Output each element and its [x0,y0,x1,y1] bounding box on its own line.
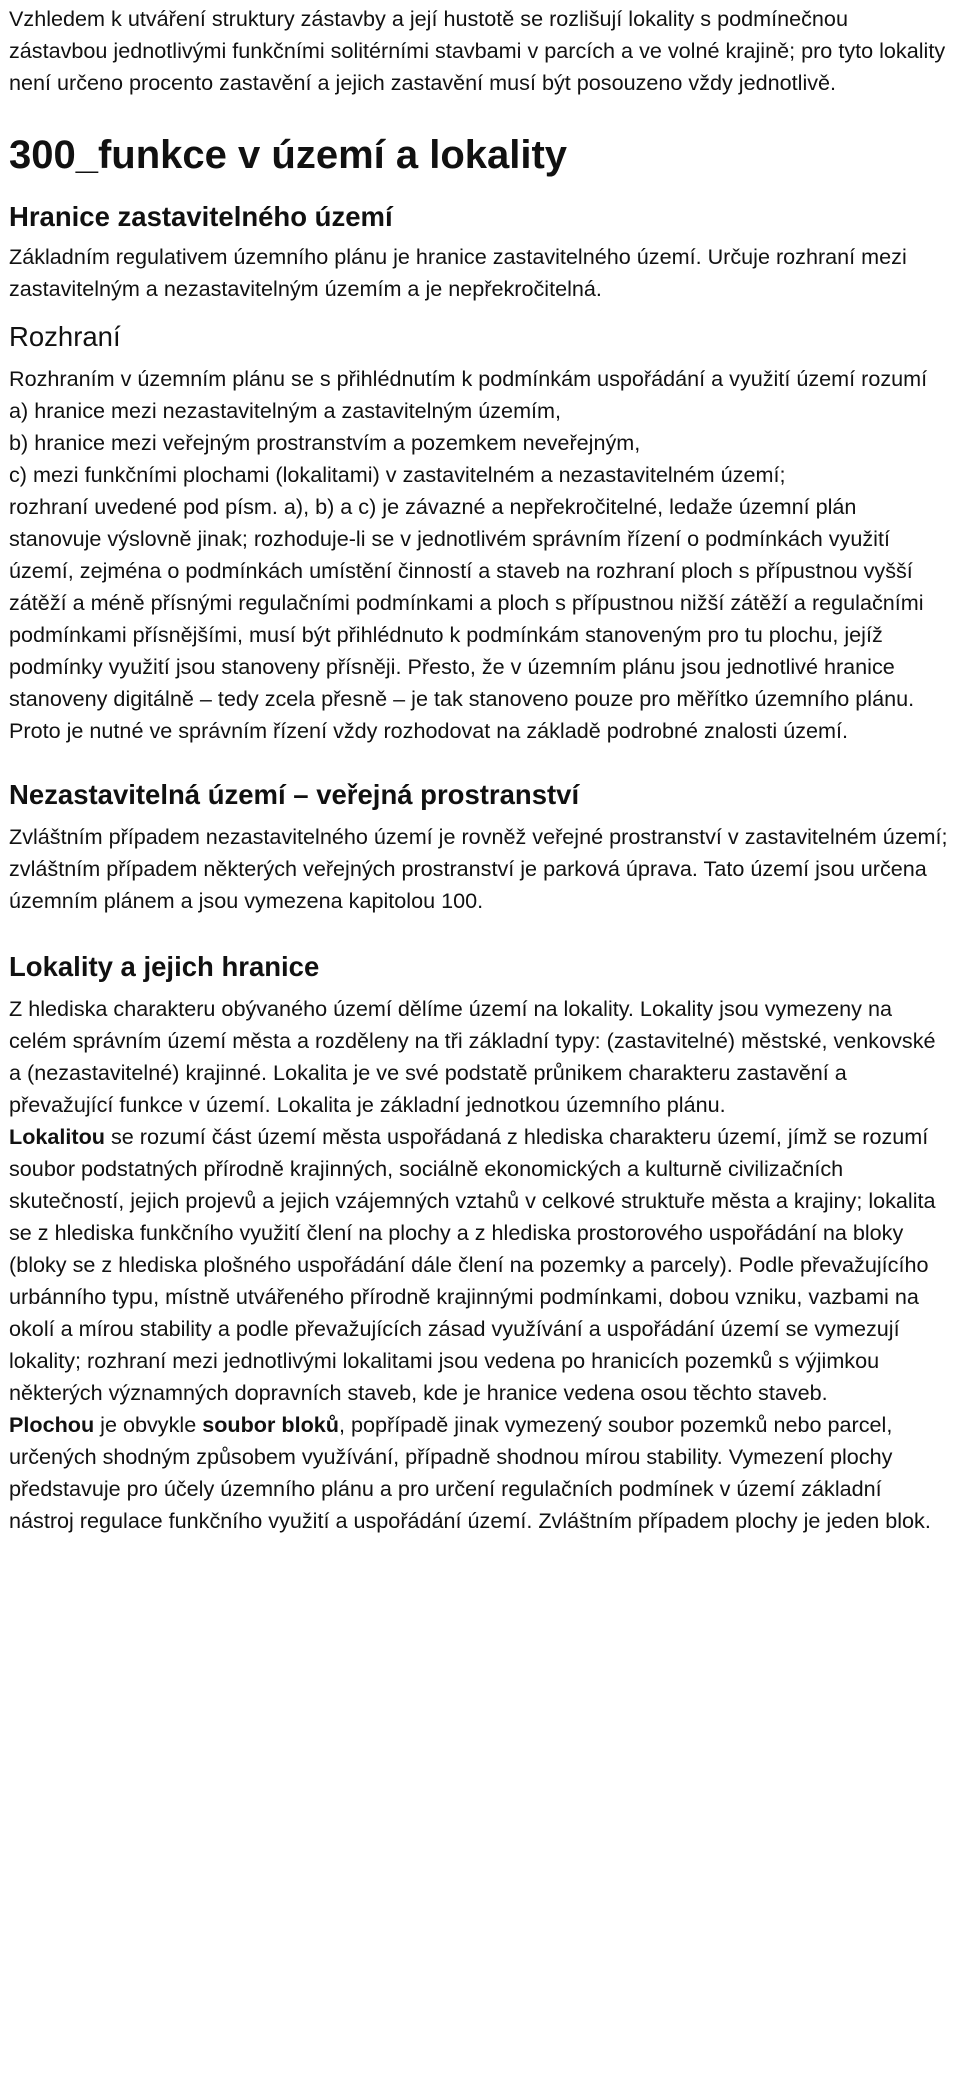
rozhrani-item-a: a) hranice mezi nezastavitelným a zastavitelným územím, [9,398,562,423]
rozhrani-item-c: c) mezi funkčními plochami (lokalitami) v zastavitelném a nezastavitelném území; [9,462,786,487]
paragraph-lokalitou [9,1121,951,1409]
plochou-text-mid: je obvykle [94,1412,203,1437]
paragraph-plochou [9,1409,951,1537]
document-page [0,3,951,1537]
intro-paragraph: Vzhledem k utváření struktury zástavby a její hustotě se rozlišují lokality s podmínečnou zástavbou jednotlivými funkčními solitérními stavbami v parcích a ve volné krajině; pro tyto lokality není určeno procento zastavění a jejich zastavění musí být posouzeno vždy jednotlivě. [9,6,946,95]
term-lokalitou: Lokalitou [9,1124,105,1149]
paragraph-hranice: Základním regulativem územního plánu je hranice zastavitelného území. Určuje rozhraní mezi zastavitelným a nezastavitelným územím a je nepřekročitelná. [9,244,907,301]
rozhrani-item-b: b) hranice mezi veřejným prostranstvím a pozemkem neveřejným, [9,430,641,455]
paragraph-lokality-1: Z hlediska charakteru obývaného území dělíme území na lokality. Lokality jsou vymezeny na celém správním území města a rozděleny na tři základní typy: (zastavitelné) městské, venkovské a (nezastavitelné) krajinné. Lokalita je ve své podstatě průnikem charakteru zastavění a převažující funkce v území. Lokalita je základní jednotkou územního plánu. [9,996,936,1117]
lokalitou-definition: se rozumí část území města uspořádaná z hlediska charakteru území, jímž se rozumí soubor podstatných přírodně krajinných, sociálně ekonomických a kulturně civilizačních skutečností, jejich projevů a jejich vzájemných vztahů v celkové struktuře města a krajiny; lokalita se z hlediska funkčního využití člení na plochy a z hlediska prostorového uspořádání na bloky (bloky se z hlediska plošného uspořádání dále člení na pozemky a parcely). Podle převažujícího urbánního typu, místně utvářeného přírodně krajinnými podmínkami, dobou vzniku, vazbami na okolí a mírou stability a podle převažujících zásad využívání a uspořádání území se vymezují lokality; rozhraní mezi jednotlivými lokalitami jsou vedena po hranicích pozemků s výjimkou některých významných dopravních staveb, kde je hranice vedena osou těchto staveb. [9,1124,936,1405]
paragraph-rozhrani-body: rozhraní uvedené pod písm. a), b) a c) je závazné a nepřekročitelné, ledaže územní plán stanovuje výslovně jinak; rozhoduje-li se v jednotlivém správním řízení o podmínkách využití území, zejména o podmínkách umístění činností a staveb na rozhraní ploch s přípustnou vyšší zátěží a méně přísnými regulačními podmínkami a ploch s přípustnou nižší zátěží a regulačními podmínkami přísnějšími, musí být přihlédnuto k podmínkám stanoveným pro tu plochu, jejíž podmínky využití jsou stanoveny přísněji. Přesto, že v územním plánu jsou jednotlivé hranice stanoveny digitálně – tedy zcela přesně – je tak stanoveno pouze pro měřítko územního plánu. Proto je nutné ve správním řízení vždy rozhodovat na základě podrobné znalosti území. [9,494,924,743]
paragraph-nezastavitelna: Zvláštním případem nezastavitelného území je rovněž veřejné prostranství v zastavitelném území; zvláštním případem některých veřejných prostranství je parková úprava. Tato území jsou určena územním plánem a jsou vymezena kapitolou 100. [9,824,948,913]
section-title-300: 300_funkce v území a lokality [9,133,568,177]
heading-lokality: Lokality a jejich hranice [9,951,320,982]
term-plochou: Plochou [9,1412,95,1437]
paragraph-rozhrani-intro: Rozhraním v územním plánu se s přihlédnutím k podmínkám uspořádání a využití území rozumí [9,366,928,391]
heading-hranice: Hranice zastavitelného území [9,201,393,232]
plochou-definition: , popřípadě jinak vymezený soubor pozemků nebo parcel, určených shodným způsobem využívání, případně shodnou mírou stability. Vymezení plochy představuje pro účely územního plánu a pro určení regulačních podmínek v území základní nástroj regulace funkčního využití a uspořádání území. Zvláštním případem plochy je jeden blok. [9,1412,931,1533]
heading-nezastavitelna: Nezastavitelná území – veřejná prostranství [9,779,580,810]
heading-rozhrani: Rozhraní [9,321,121,352]
term-soubor-bloku: soubor bloků [202,1412,339,1437]
